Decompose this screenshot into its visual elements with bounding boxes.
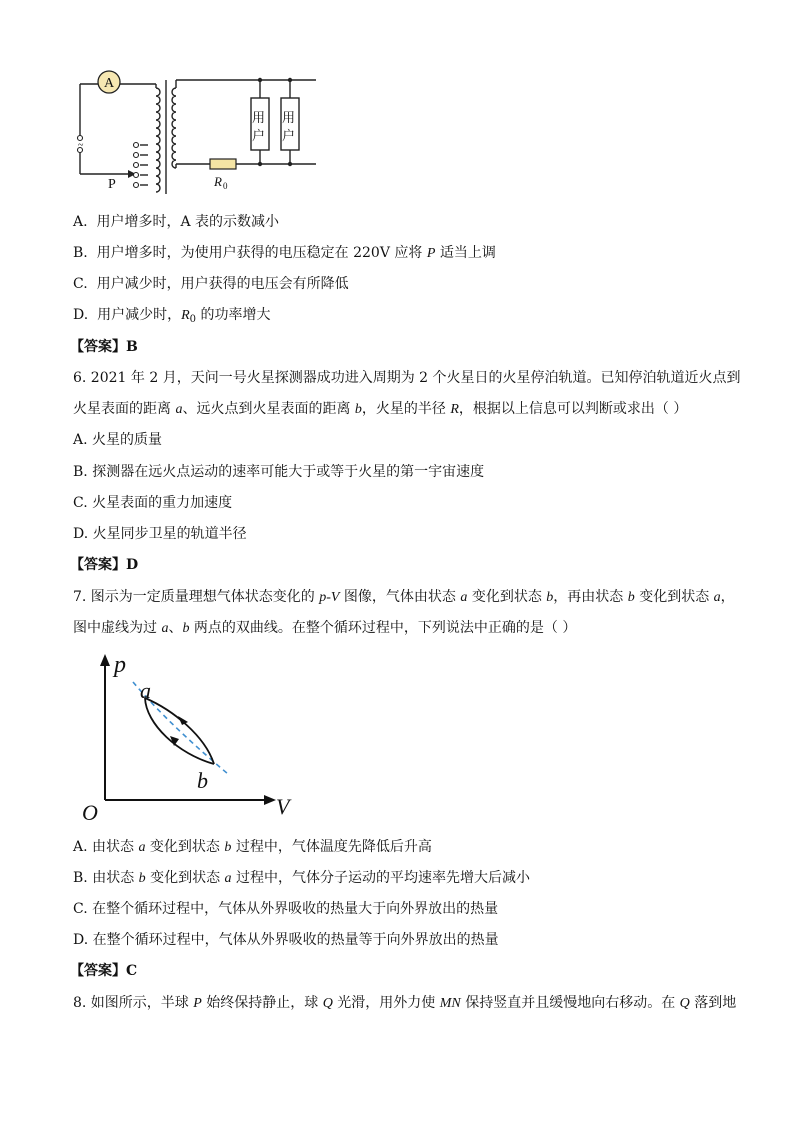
svg-text:用: 用: [252, 110, 266, 125]
svg-text:O: O: [82, 800, 98, 825]
q6-option-d: D. 火星同步卫星的轨道半径: [73, 526, 247, 542]
svg-text:A: A: [103, 76, 115, 91]
v-axis-arrow-icon: [264, 795, 276, 805]
q6-stem-line1: 6. 2021 年 2 月，天问一号火星探测器成功进入周期为 2 个火星日的火星停泊轨道。已知停泊轨道近火点到: [73, 370, 741, 386]
q7-option-c: C. 在整个循环过程中，气体从外界吸收的热量大于向外界放出的热量: [73, 901, 499, 917]
q6-answer: 【答案】D: [70, 557, 139, 573]
q5-answer: 【答案】B: [70, 339, 138, 355]
q7-option-b: B. 由状态 b 变化到状态 a 过程中，气体分子运动的平均速率先增大后减小: [73, 870, 530, 886]
svg-text:V: V: [276, 794, 290, 819]
q6-option-c: C. 火星表面的重力加速度: [73, 495, 233, 511]
svg-text:b: b: [197, 768, 208, 793]
svg-text:~: ~: [78, 140, 84, 151]
q5-option-c: C. 用户减少时，用户获得的电压会有所降低: [73, 276, 349, 292]
svg-text:R: R: [214, 174, 222, 189]
q8-stem-line1: 8. 如图所示，半球 P 始终保持静止，球 Q 光滑，用外力使 MN 保持竖直并且缓慢地向右移动。在 Q 落到地: [73, 995, 737, 1011]
q6-stem-line2: 火星表面的距离 a、远火点到火星表面的距离 b，火星的半径 R，根据以上信息可以判断或求出（ ）: [73, 401, 688, 417]
svg-text:P: P: [108, 177, 116, 192]
q7-stem-line2: 图中虚线为过 a、b 两点的双曲线。在整个循环过程中，下列说法中正确的是（ ）: [73, 620, 577, 636]
transformer-circuit-diagram: [70, 66, 330, 196]
q7-answer: 【答案】C: [70, 963, 138, 979]
q7-stem-line1: 7. 图示为一定质量理想气体状态变化的 p-V 图像，气体由状态 a 变化到状态 b，再由状态 b 变化到状态 a，: [73, 589, 735, 605]
svg-text:用: 用: [282, 110, 296, 125]
q5-option-a: A. 用户增多时，A 表的示数减小: [73, 214, 280, 230]
q6-option-a: A. 火星的质量: [73, 432, 163, 448]
q5-option-d: D. 用户减少时，$R_0$ 的功率增大: [73, 307, 271, 325]
arrow-a-to-b-icon: [178, 716, 188, 725]
q7-option-a: A. 由状态 a 变化到状态 b 过程中，气体温度先降低后升高: [73, 839, 432, 855]
svg-text:0: 0: [223, 181, 228, 191]
svg-text:户: 户: [252, 128, 266, 143]
q7-option-d: D. 在整个循环过程中，气体从外界吸收的热量等于向外界放出的热量: [73, 932, 499, 948]
svg-text:a: a: [140, 678, 151, 703]
resistor-r0: [210, 159, 236, 169]
svg-text:p: p: [114, 652, 126, 678]
q5-option-b: B. 用户增多时，为使用户获得的电压稳定在 220V 应将 P 适当上调: [73, 245, 496, 261]
p-axis-arrow-icon: [100, 654, 110, 666]
q6-option-b: B. 探测器在远火点运动的速率可能大于或等于火星的第一宇宙速度: [73, 464, 485, 480]
svg-text:户: 户: [282, 128, 296, 143]
pv-diagram: [78, 650, 308, 826]
